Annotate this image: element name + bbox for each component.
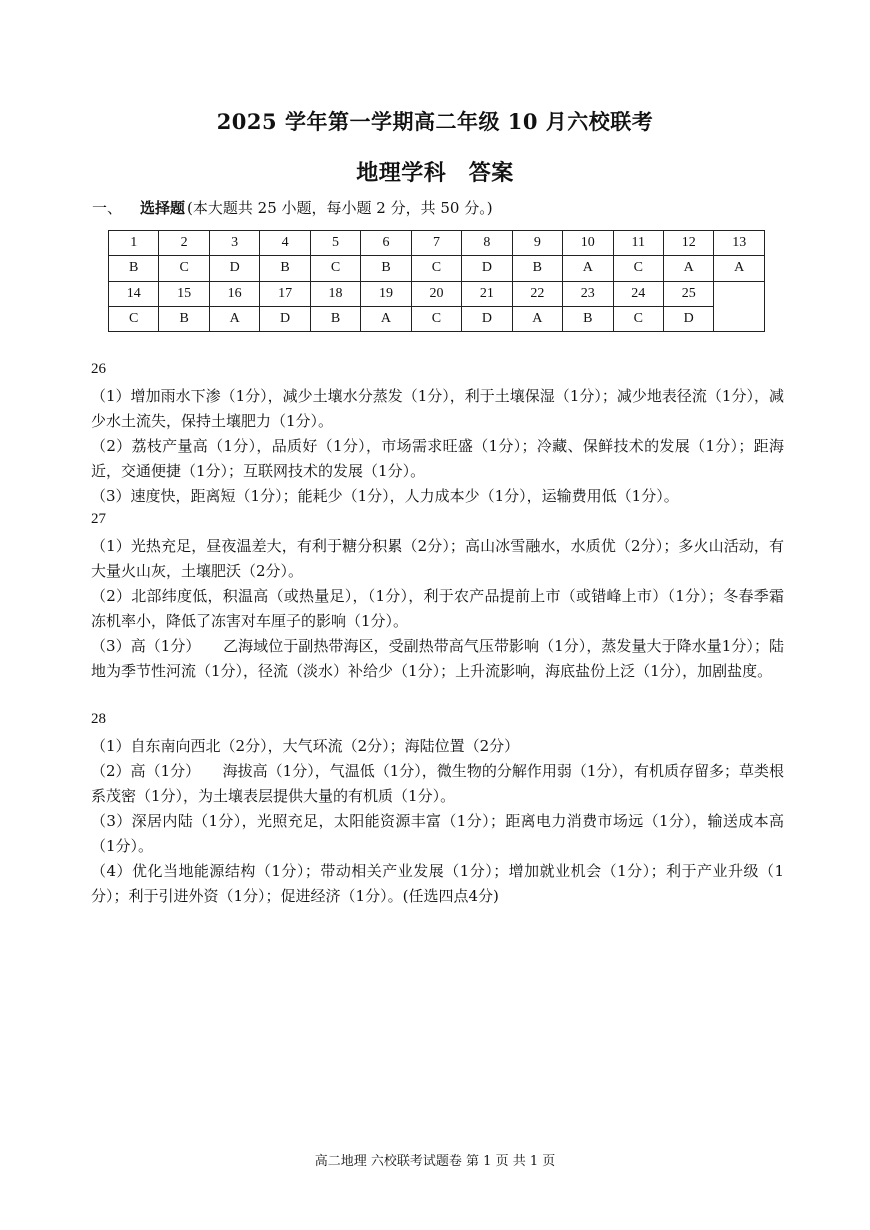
q28-part-3: （3）深居内陆（1分），光照充足，太阳能资源丰富（1分）；距离电力消费市场远（1分），输送成本高（1分）。	[91, 812, 784, 855]
table-cell: C	[613, 306, 663, 331]
table-cell: 9	[512, 231, 562, 256]
q28-part-4: （4）优化当地能源结构（1分）；带动相关产业发展（1分）；增加就业机会（1分）；利于产业升级（1分）；利于引进外资（1分）；促进经济（1分）。(任选四点4分)	[91, 862, 784, 905]
table-cell: C	[613, 256, 663, 281]
section-label: 选择题	[140, 199, 186, 217]
page-subtitle: 地理学科 答案	[356, 160, 514, 186]
question-number-28: 28	[91, 711, 106, 727]
table-cell: C	[109, 306, 159, 331]
table-cell: 5	[310, 231, 360, 256]
table-cell: 25	[663, 281, 713, 306]
table-cell: A	[714, 256, 765, 281]
table-cell: C	[310, 256, 360, 281]
table-row	[109, 256, 765, 281]
page-footer: 高二地理 六校联考试题卷 第 1 页 共 1 页	[314, 1154, 556, 1169]
table-cell: D	[663, 306, 713, 331]
table-cell: B	[563, 306, 613, 331]
table-cell: 21	[462, 281, 512, 306]
table-cell: 1	[109, 231, 159, 256]
table-cell: B	[512, 256, 562, 281]
table-cell: B	[159, 306, 209, 331]
table-cell: 2	[159, 231, 209, 256]
table-cell: 17	[260, 281, 310, 306]
table-row	[109, 281, 765, 306]
answer-table	[108, 230, 765, 332]
table-cell: 19	[361, 281, 411, 306]
page-title: 2025 学年第一学期高二年级 10 月六校联考	[216, 109, 654, 134]
table-cell: 20	[411, 281, 461, 306]
table-cell: D	[462, 256, 512, 281]
section-note: (本大题共 25 小题，每小题 2 分，共 50 分。)	[187, 199, 493, 217]
table-cell: B	[310, 306, 360, 331]
section-number: 一、	[92, 199, 123, 217]
q27-part-3: （3）高（1分） 乙海域位于副热带海区，受副热带高气压带影响（1分），蒸发量大于降水量1分）；陆地为季节性河流（1分），径流（淡水）补给少（1分）；上升流影响，海底盐份上泛（1分），加剧盐度。	[91, 637, 784, 680]
q26-part-3: （3）速度快，距离短（1分）；能耗少（1分），人力成本少（1分），运输费用低（1分）。	[91, 487, 679, 505]
q28-part-2: （2）高（1分） 海拔高（1分），气温低（1分），微生物的分解作用弱（1分），有机质存留多；草类根系茂密（1分），为土壤表层提供大量的有机质（1分）。	[91, 762, 784, 805]
table-cell: 16	[209, 281, 259, 306]
q26-part-1: （1）增加雨水下渗（1分），减少土壤水分蒸发（1分），利于土壤保湿（1分）；减少地表径流（1分），减少水土流失，保持土壤肥力（1分）。	[91, 387, 784, 430]
table-cell: A	[663, 256, 713, 281]
table-row	[109, 231, 765, 256]
table-cell: 18	[310, 281, 360, 306]
q27-part-1: （1）光热充足，昼夜温差大，有利于糖分积累（2分）；高山冰雪融水，水质优（2分）；多火山活动，有大量火山灰，土壤肥沃（2分）。	[91, 537, 784, 580]
table-cell: 23	[563, 281, 613, 306]
table-cell: 10	[563, 231, 613, 256]
table-cell: 3	[209, 231, 259, 256]
table-cell: 22	[512, 281, 562, 306]
table-cell: 14	[109, 281, 159, 306]
table-cell: C	[159, 256, 209, 281]
table-cell: B	[109, 256, 159, 281]
table-cell: 4	[260, 231, 310, 256]
table-cell: A	[563, 256, 613, 281]
table-cell: A	[361, 306, 411, 331]
table-cell: A	[512, 306, 562, 331]
table-cell: 12	[663, 231, 713, 256]
q27-part-2: （2）北部纬度低，积温高（或热量足），（1分），利于农产品提前上市（或错峰上市）（1分）；冬春季霜冻机率小，降低了冻害对车厘子的影响（1分）。	[91, 587, 784, 630]
question-number-27: 27	[91, 511, 106, 527]
table-cell: D	[260, 306, 310, 331]
table-cell: C	[411, 306, 461, 331]
question-number-26: 26	[91, 361, 106, 377]
section-heading	[92, 197, 493, 218]
table-cell: 15	[159, 281, 209, 306]
table-cell: 13	[714, 231, 765, 256]
table-cell: 7	[411, 231, 461, 256]
table-cell: 8	[462, 231, 512, 256]
table-cell: 24	[613, 281, 663, 306]
table-cell: A	[209, 306, 259, 331]
table-cell: 11	[613, 231, 663, 256]
table-cell: D	[209, 256, 259, 281]
table-cell: 6	[361, 231, 411, 256]
table-cell: B	[260, 256, 310, 281]
table-row	[109, 306, 765, 331]
q26-part-2: （2）荔枝产量高（1分），品质好（1分），市场需求旺盛（1分）；冷藏、保鲜技术的发展（1分）；距海近，交通便捷（1分）；互联网技术的发展（1分）。	[91, 437, 784, 480]
table-cell: D	[462, 306, 512, 331]
q28-part-1: （1）自东南向西北（2分），大气环流（2分）；海陆位置（2分）	[91, 737, 520, 755]
table-cell-empty	[714, 281, 765, 332]
table-cell: B	[361, 256, 411, 281]
table-cell: C	[411, 256, 461, 281]
